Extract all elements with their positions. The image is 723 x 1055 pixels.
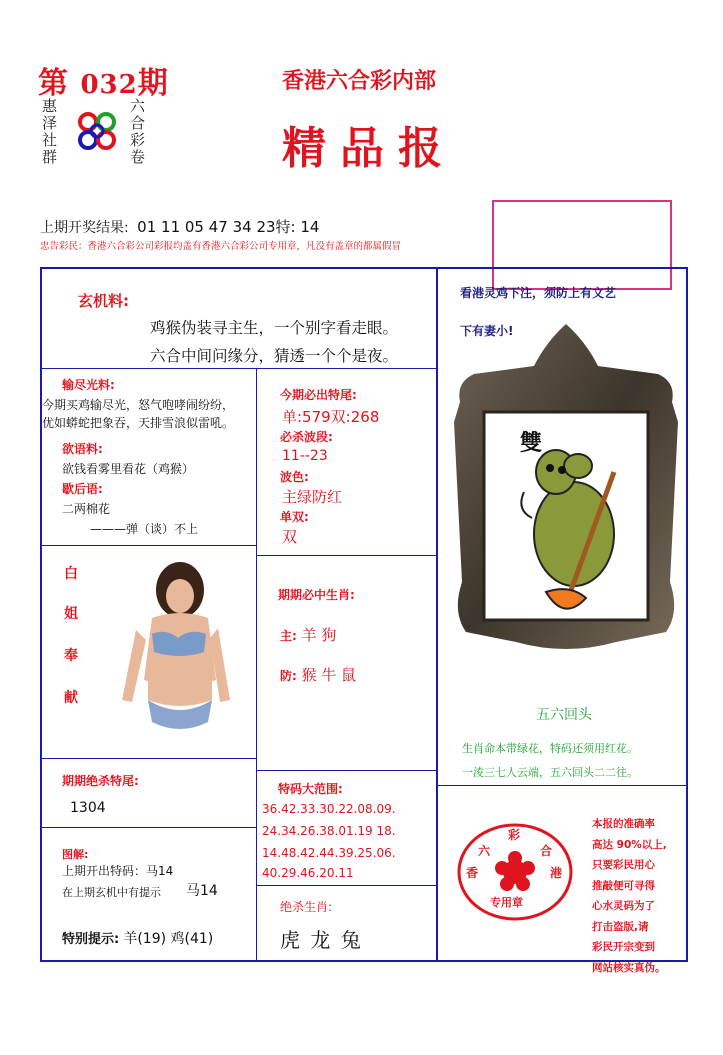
wuliu-text: 五六回头 xyxy=(536,707,592,723)
accuracy-line: 网站核实真伪。 xyxy=(592,961,666,974)
juesha-label: 绝杀生肖: xyxy=(280,900,333,914)
jue-label: 期期绝杀特尾: xyxy=(62,774,139,788)
issue-number: 032 xyxy=(80,70,138,100)
range-row-4: 40.29.46.20.11 xyxy=(262,866,354,880)
bijie-char-3: 奉 xyxy=(64,648,78,664)
range-label: 特码大范围: xyxy=(278,782,343,796)
xuanji-line2: 六合中间问缘分，猜透一个个是夜。 xyxy=(150,347,399,365)
bo-label: 必杀波段: xyxy=(280,430,333,444)
yuyu-text: 欲钱看雾里看花（鸡猴） xyxy=(62,462,195,476)
stamp-bottom: 专用章 xyxy=(490,896,523,909)
divider-right-1 xyxy=(436,785,688,786)
frame-top xyxy=(40,267,688,269)
shengxiao-label: 期期必中生肖: xyxy=(278,588,355,602)
main-value: 羊 狗 xyxy=(301,626,337,644)
pink-box xyxy=(492,200,672,290)
today-label: 今期必出特尾: xyxy=(280,388,357,402)
divider-xuanji xyxy=(40,368,438,369)
range-row-2: 24.34.26.38.01.19 18. xyxy=(262,824,396,838)
tuijie-line2: 在上期玄机中有提示 xyxy=(62,886,161,899)
issue-prefix: 第 xyxy=(38,66,69,101)
shengxiao-main xyxy=(280,624,336,645)
accuracy-line: 只要彩民用心 xyxy=(592,859,655,871)
tuijie-value2: 马14 xyxy=(186,883,218,899)
stamp-right: 合 xyxy=(540,844,553,858)
frame-bottom xyxy=(40,960,688,962)
frame-middle xyxy=(436,267,438,962)
ds-label: 单双: xyxy=(280,510,309,524)
bo-value: 11--23 xyxy=(282,448,328,464)
xuanji-label: 玄机料: xyxy=(78,292,129,310)
tebie-value: 羊(19) 鸡(41) xyxy=(123,931,214,947)
shengxiao-fang xyxy=(280,664,356,685)
stamp-left: 六 xyxy=(478,844,491,858)
stamp-mid-left: 香 xyxy=(466,866,479,880)
page-title: 精品报 xyxy=(282,123,456,174)
green-line2: 一淩三七人云端，五六回头二二往。 xyxy=(462,766,638,779)
notice-text: 忠告彩民：香港六合彩公司彩报均盖有香港六合彩公司专用章，凡没有盖章的都属假冒 xyxy=(40,241,402,252)
jue-value: 1304 xyxy=(70,800,106,816)
framed-mouse-picture xyxy=(446,322,686,656)
divider-mid-2 xyxy=(256,770,438,771)
right-sub-text: 下有妻小! xyxy=(460,324,514,338)
bijie-char-2: 姐 xyxy=(64,606,78,622)
fang-label: 防: xyxy=(280,669,297,683)
fang-value: 猴 牛 鼠 xyxy=(301,666,357,684)
left-vertical-text: 惠泽社群 xyxy=(42,97,58,166)
frame-left xyxy=(40,267,42,962)
shujin-line1: 今期买鸡输尽光，怒气咆哮闹纷纷， xyxy=(42,398,235,412)
shujin-label: 输尽光料: xyxy=(62,378,115,392)
stamp-mid-right: 港 xyxy=(550,866,563,880)
frame-text: 雙 xyxy=(520,430,543,456)
bijie-char-1: 白 xyxy=(64,566,78,582)
today-danshuang: 单:579双:268 xyxy=(282,408,380,426)
issue-label xyxy=(38,58,169,102)
right-vertical-text: 六合彩卷 xyxy=(130,97,146,166)
color-label: 波色: xyxy=(280,470,309,484)
accuracy-line: 彩民开宗变到 xyxy=(592,941,655,953)
accuracy-line: 打击盗版,请 xyxy=(592,920,649,933)
color-value: 主绿防红 xyxy=(282,488,343,506)
ds-value: 双 xyxy=(282,528,298,546)
divider-left-2 xyxy=(40,758,256,759)
divider-mid-3 xyxy=(256,885,438,886)
xiehou-answer: ———弹（谈）不上 xyxy=(90,522,199,536)
accuracy-line: 心水灵码为了 xyxy=(592,900,655,912)
frame-right xyxy=(686,267,688,962)
right-top-text: 看港灵鸡下注，须防上有文艺 xyxy=(460,286,617,300)
divider-left-1 xyxy=(40,545,256,546)
divider-left-3 xyxy=(40,827,256,828)
results-numbers: 01 11 05 47 34 23特: 14 xyxy=(137,218,320,236)
green-line1: 生肖命本带绿花，特码还须用红花。 xyxy=(462,742,638,755)
accuracy-line: 推敲便可寻得 xyxy=(592,879,655,892)
results-label: 上期开奖结果: xyxy=(40,220,129,236)
tebie-row xyxy=(62,928,213,948)
divider-mid-1 xyxy=(256,555,438,556)
tuijie-label: 图解: xyxy=(62,848,89,861)
yuyu-label: 欲语料: xyxy=(62,442,103,456)
xuanji-line1: 鸡猴伪装寻主生，一个别字看走眼。 xyxy=(150,319,399,337)
tebie-label: 特别提示: xyxy=(62,932,120,947)
results-line xyxy=(40,216,319,237)
divider-col xyxy=(256,368,257,962)
main-label: 主: xyxy=(280,629,297,643)
accuracy-block xyxy=(592,814,686,978)
bijie-char-4: 献 xyxy=(64,690,78,706)
range-row-1: 36.42.33.30.22.08.09. xyxy=(262,802,396,816)
tuijie-line1: 上期开出特码：马14 xyxy=(62,864,174,878)
subtitle: 香港六合彩内部 xyxy=(282,69,437,94)
shujin-line2: 优如蟒蛇把象吞，天排雪浪似雷吼。 xyxy=(42,416,235,430)
juesha-value: 虎 龙 兔 xyxy=(280,928,363,952)
stamp-top: 彩 xyxy=(508,828,521,842)
xiehou-text: 二两棉花 xyxy=(62,502,111,516)
accuracy-line: 高达 90%以上, xyxy=(592,838,667,851)
xiehou-label: 歇后语: xyxy=(62,482,103,496)
accuracy-line: 本报的准确率 xyxy=(592,818,655,830)
model-photo xyxy=(118,560,238,742)
issue-suffix: 期 xyxy=(137,66,169,101)
range-row-3: 14.48.42.44.39.25.06. xyxy=(262,846,396,860)
lottery-logo xyxy=(74,108,120,154)
